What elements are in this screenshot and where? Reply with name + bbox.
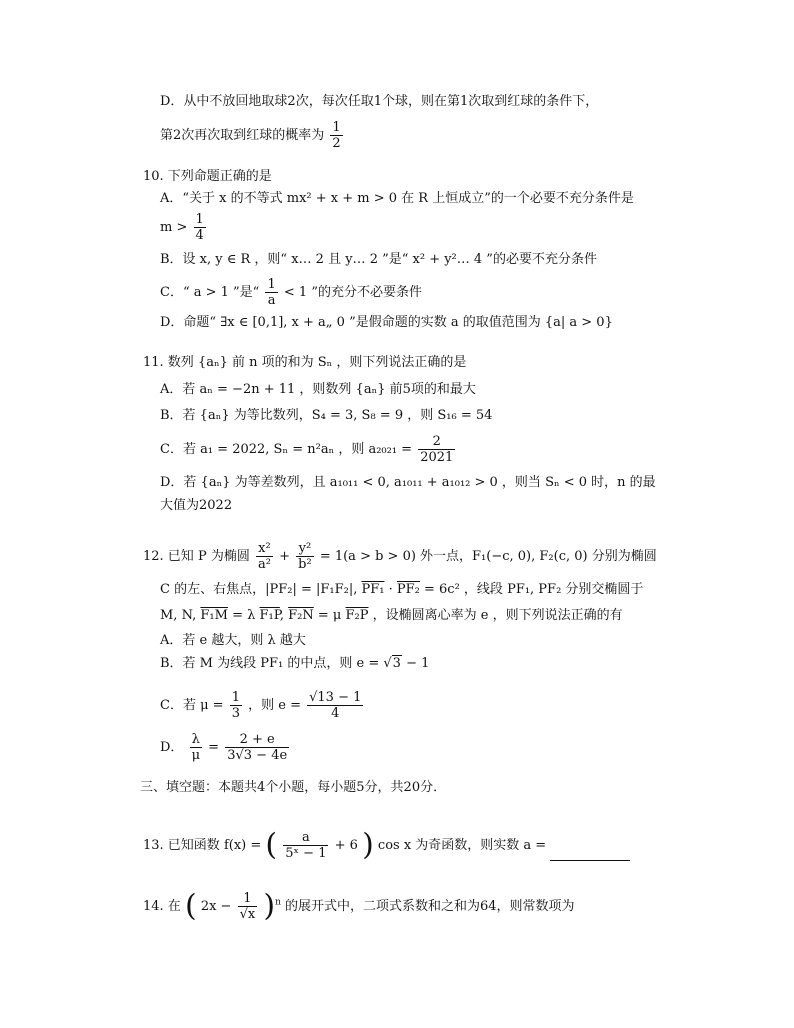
fraction: $\frac{a}{\text{5ˣ − 1}}$ [285, 830, 327, 861]
fraction: $\frac{1}{2}$ [332, 120, 341, 151]
fraction: $\frac{\text{y²}}{\text{b²}}$ [298, 541, 312, 572]
q10-option-c: C．“ a > 1 ”是“ $\frac{1}{a}$ < 1 ”的充分不必要条件 [160, 277, 422, 308]
fraction: $\frac{\text{x²}}{\text{a²}}$ [257, 541, 271, 572]
fraction: $\frac{1}{3}$ [231, 690, 240, 721]
q10-option-a-line1: A．“关于 x 的不等式 mx² + x + m > 0 在 R 上恒成立”的一个必要不充分条件是 [160, 191, 634, 206]
fraction: $\frac{1}{√x}$ [239, 891, 256, 922]
fraction: $\frac{1}{4}$ [195, 212, 204, 243]
q11-option-d-line1: D．若 {aₙ} 为等差数列，且 a₁₀₁₁ < 0, a₁₀₁₁ + a₁₀₁₂ > 0 ，则当 Sₙ < 0 时，n 的最 [160, 475, 656, 490]
q12-option-d: D． $\frac{\lambda}{\mu}$ = $\frac{2 + e}{3√3 - 4e}$ [160, 732, 288, 763]
q11-option-b: B．若 {aₙ} 为等比数列，S₄ = 3, S₈ = 9 ，则 S₁₆ = 54 [160, 408, 493, 423]
q10-option-a-line2: m > $\frac{1}{4}$ [160, 212, 204, 243]
fraction: $\frac{2 + e}{3√3 - 4e}$ [227, 732, 288, 763]
q12-stem-line2: C 的左、右焦点，|PF₂| = |F₁F₂|, PF₁ · PF₂ = 6c² ，线段 PF₁, PF₂ 分别交椭圆于 [160, 582, 644, 597]
q12-option-b: B．若 M 为线段 PF₁ 的中点，则 e = √3 − 1 [160, 656, 430, 671]
q9-option-d-line1: D．从中不放回地取球2次，每次任取1个球，则在第1次取到红球的条件下， [160, 94, 599, 109]
q10-stem: 10. 下列命题正确的是 [143, 169, 272, 184]
fraction: $\frac{\lambda}{\mu}$ [191, 732, 201, 763]
answer-blank[interactable] [550, 846, 630, 861]
q14-stem: 14. 在 ( 2x − $\frac{1}{√x}$ )$^n$ 的展开式中，二项式系数和之和为64，则常数项为 [143, 888, 575, 924]
q11-stem: 11. 数列 {aₙ} 前 n 项的和为 Sₙ ，则下列说法正确的是 [143, 355, 467, 370]
q9-option-d-line2: 第2次再次取到红球的概率为 $\frac{1}{2}$ [160, 120, 341, 151]
q10-option-b: B．设 x, y ∈ R ，则“ x… 2 且 y… 2 ”是“ x² + y²… 4 ”的必要不充分条件 [160, 252, 597, 267]
q13-stem: 13. 已知函数 f(x) = ( $\frac{a}{\text{5ˣ − 1}}$ + 6 ) cos x 为奇函数，则实数 a = [143, 830, 630, 861]
fraction: $\frac{2}{2021}$ [420, 434, 454, 465]
q12-option-a: A．若 e 越大，则 λ 越大 [160, 633, 306, 648]
q12-stem-line1: 12. 已知 P 为椭圆 $\frac{\text{x²}}{\text{a²}}$ + $\frac{\text{y²}}{\text{b²}}$ = 1(a > b > 0) 外一点，F₁(−c, 0), F₂(c, 0) 分别为椭圆 [143, 541, 657, 572]
q11-option-a: A．若 aₙ = −2n + 11 ，则数列 {aₙ} 前5项的和最大 [160, 382, 476, 397]
q11-option-c: C．若 a₁ = 2022, Sₙ = n²aₙ ，则 a₂₀₂₁ = $\frac{2}{2021}$ [160, 434, 454, 465]
section-heading: 三、填空题：本题共4个小题，每小题5分，共20分． [140, 780, 447, 795]
q12-stem-line3: M, N, F₁M = λ F₁P, F₂N = μ F₂P ，设椭圆离心率为 e ，则下列说法正确的有 [160, 608, 623, 623]
fraction: $\frac{√13 - 1}{4}$ [309, 690, 362, 721]
fraction: $\frac{1}{a}$ [267, 277, 276, 308]
q10-option-d: D．命题“ ∃x ∈ [0,1], x + a„ 0 ”是假命题的实数 a 的取值范围为 {a| a > 0} [160, 315, 613, 330]
q11-option-d-line2: 大值为2022 [160, 498, 233, 513]
q12-option-c: C．若 μ = $\frac{1}{3}$ ，则 e = $\frac{√13 - 1}{4}$ [160, 690, 362, 721]
